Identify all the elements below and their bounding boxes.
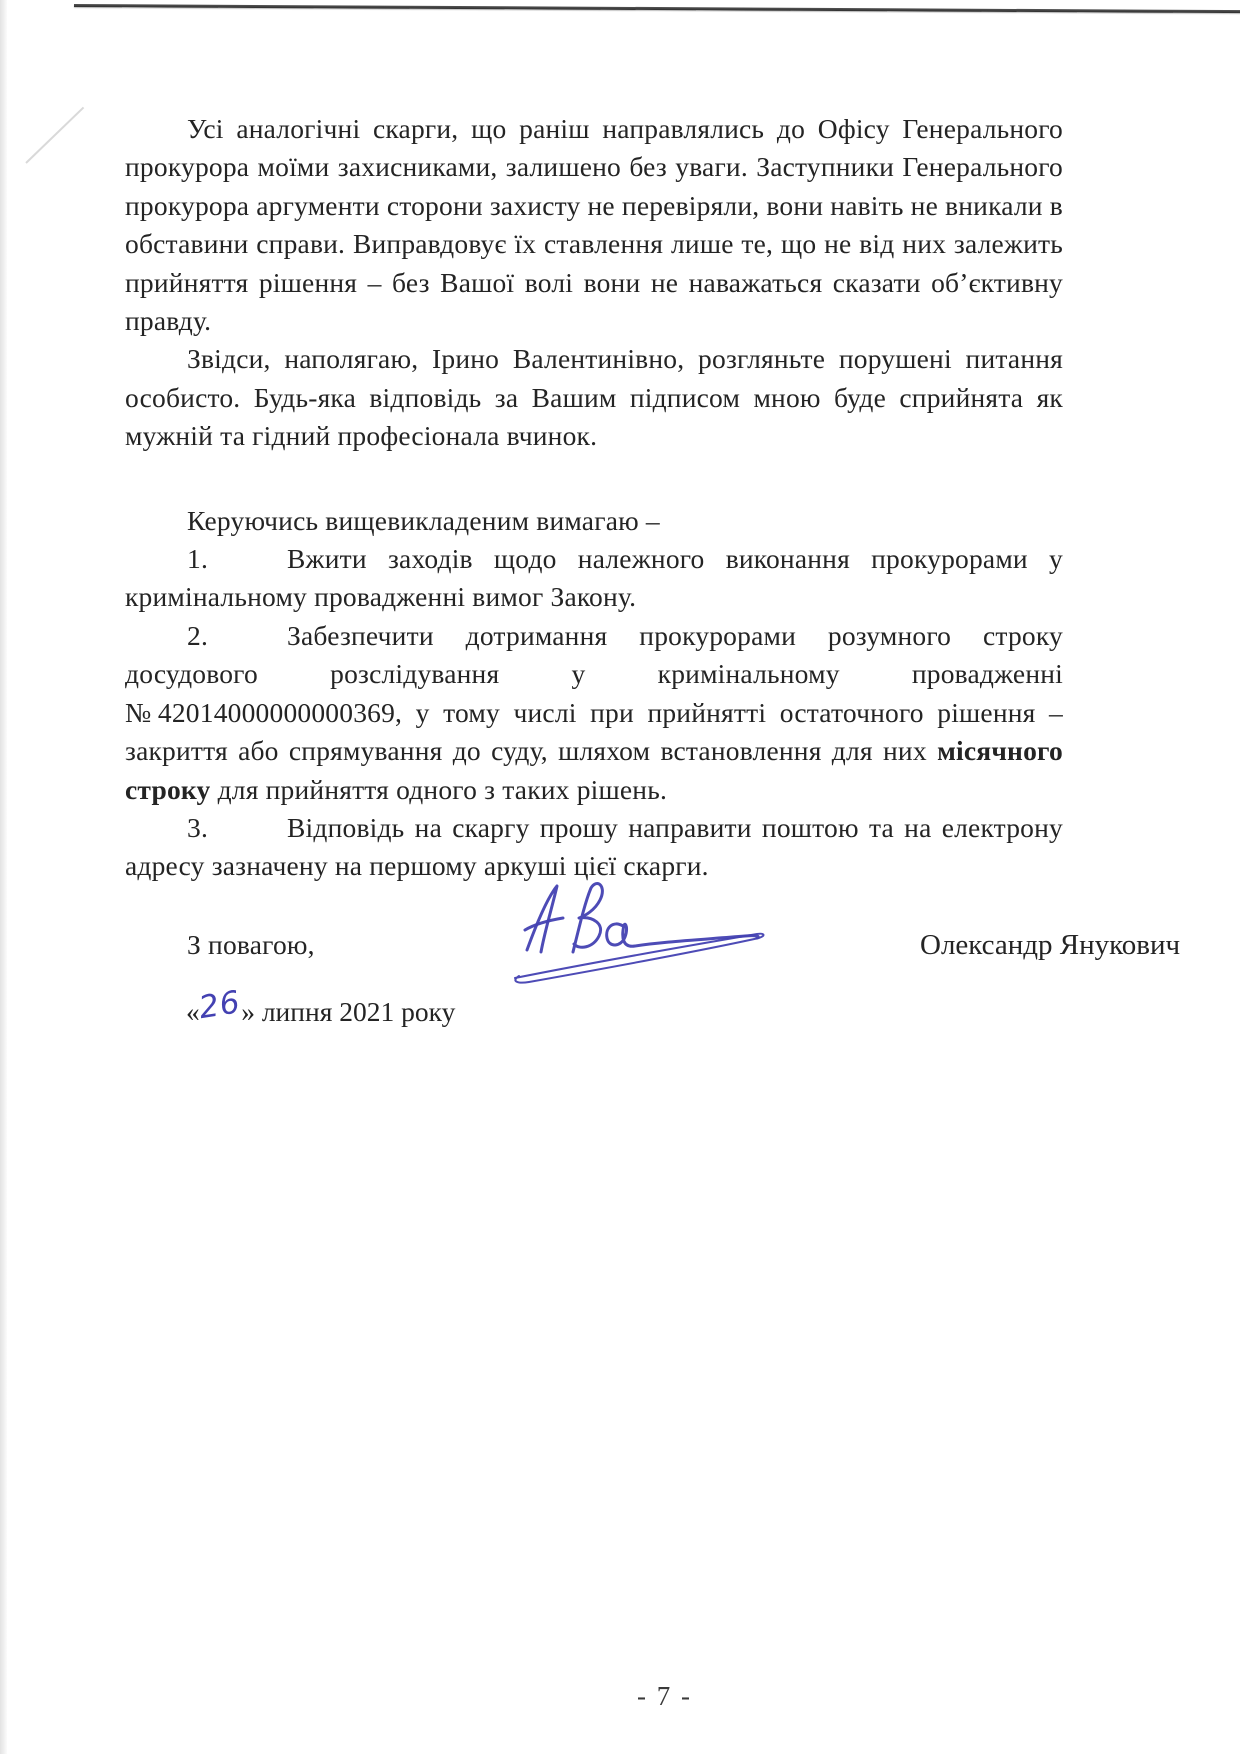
- signature-stroke: [573, 884, 602, 952]
- signature-flourish: [515, 934, 763, 983]
- date-line: [186, 984, 456, 1031]
- paragraph-personal-appeal: Звідси, наполягаю, Ірино Валентинівно, розгляньте порушені питання особисто. Будь-яка відповідь за Вашим підписом мною буде сприйнята як мужній та гідний професіонала вчинок.: [125, 343, 1063, 452]
- scan-top-edge-artifact: [74, 4, 1240, 13]
- handwritten-day: 26: [196, 984, 243, 1027]
- letter-body: [125, 110, 1063, 964]
- page-number: - 7 -: [637, 1681, 692, 1711]
- demand-item-2-text-post: для прийняття одного з таких рішень.: [210, 773, 668, 805]
- signer-name: Олександр Янукович: [920, 929, 1181, 961]
- paragraph-complaints-ignored: Усі аналогічні скарги, що раніш направлялись до Офісу Генерального прокурора моїми захисниками, залишено без уваги. Заступники Генерального прокурора аргументи сторони захисту не перевіряли, вони навіть не вникали в обставини справи. Виправдовує їх ставлення лише те, що не від них залежить прийняття рішення – без Вашої волі вони не наважаться сказати об’єктивну правду.: [125, 113, 1063, 337]
- demands-intro: Керуючись вищевикладеним вимагаю –: [187, 504, 660, 536]
- closing-salutation: З повагою,: [187, 928, 315, 960]
- signature-ink: [495, 878, 795, 996]
- demand-item-3-text: Відповідь на скаргу прошу направити поштою та на електрону адресу зазначену на першому аркуші цієї скарги.: [125, 811, 1063, 882]
- demand-item-1-number: 1.: [187, 543, 209, 575]
- demand-item-2: [125, 617, 1063, 809]
- scan-scratch-artifact: [25, 107, 84, 164]
- demand-item-3: [125, 809, 1063, 886]
- demand-item-3-number: 3.: [187, 811, 209, 843]
- demand-item-2-text-pre: Забезпечити дотримання прокурорами розумного строку досудового розслідування у кримінальному провадженні №42014000000000369, у тому числі при прийнятті остаточного рішення – закриття або спрямування до суду, шляхом встановлення для них: [125, 619, 1063, 767]
- date-rest: » липня 2021 року: [241, 996, 456, 1027]
- scan-left-edge-artifact: [0, 0, 7, 1754]
- blank-line: [125, 456, 1063, 502]
- demand-item-1-text: Вжити заходів щодо належного виконання прокурорами у кримінальному провадженні вимог Закону.: [125, 543, 1063, 613]
- demand-item-1: [125, 540, 1063, 617]
- demand-item-2-text-bold: місячного строку: [125, 735, 1063, 805]
- demand-item-2-number: 2.: [187, 619, 209, 651]
- date-quote-open: «: [186, 996, 200, 1027]
- signature-stroke: [525, 918, 563, 930]
